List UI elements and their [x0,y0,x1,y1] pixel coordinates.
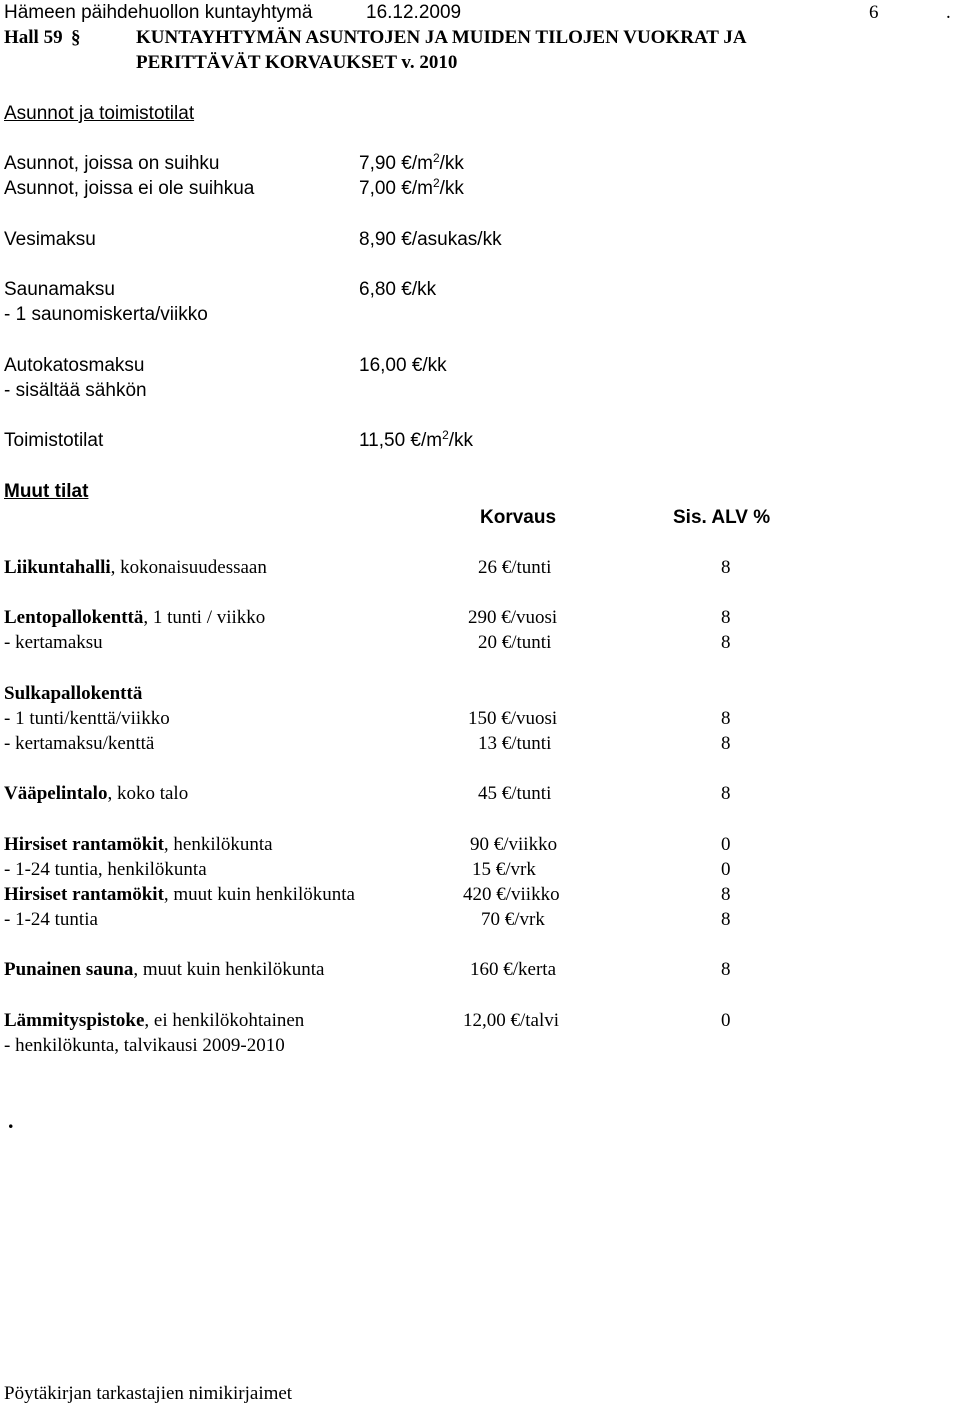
facility-name: - kertamaksu/kenttä [4,733,155,754]
facility-fee: 12,00 €/talvi [463,1010,560,1031]
facility-name: Punainen sauna, muut kuin henkilökunta [4,959,325,980]
facility-name: Lentopallokenttä, 1 tunti / viikko [4,607,266,628]
facility-fee: 13 €/tunti [478,733,552,754]
facility-name: Lämmityspistoke, ei henkilökohtainen [4,1010,305,1031]
header-date: 16.12.2009 [366,2,462,23]
facility-fee: 15 €/vrk [472,859,536,880]
facility-name: Hirsiset rantamökit, muut kuin henkilökunta [4,884,355,905]
facility-vat: 8 [721,783,731,804]
facility-vat: 8 [721,909,731,930]
housing-row-value: 11,50 $€/m^2/kk$ [359,428,474,451]
housing-row-value: 6,80 €/kk [359,279,437,300]
facility-name: - kertamaksu [4,632,103,653]
facility-fee: 90 €/viikko [470,834,558,855]
document-title-line2: PERITTÄVÄT KORVAUKSET v. 2010 [136,52,458,73]
facility-fee: 45 €/tunti [478,783,552,804]
facility-vat: 8 [721,959,731,980]
facility-vat: 8 [721,708,731,729]
housing-row-sublabel: - 1 saunomiskerta/viikko [4,304,208,325]
housing-row-label: Vesimaksu [4,229,96,250]
header-page-number: 6 [869,2,879,23]
housing-row-value: 16,00 €/kk [359,355,447,376]
facility-vat: 0 [721,859,731,880]
document-title-line1: KUNTAYHTYMÄN ASUNTOJEN JA MUIDEN TILOJEN VUOKRAT JA [136,27,747,48]
facility-vat: 8 [721,884,731,905]
facility-fee: 290 €/vuosi [468,607,558,628]
facility-name: - 1-24 tuntia, henkilökunta [4,859,207,880]
facility-name: - 1 tunti/kenttä/viikko [4,708,170,729]
column-header-vat: Sis. ALV % [673,507,771,528]
housing-row-label: Asunnot, joissa on suihku [4,153,220,174]
housing-row-label: Autokatosmaksu [4,355,145,376]
housing-row-value: 7,90 $€/m^2/kk$ [359,151,464,174]
housing-row-value: 8,90 €/asukas/kk [359,229,502,250]
housing-heading: Asunnot ja toimistotilat [4,103,195,124]
facility-name: - henkilökunta, talvikausi 2009-2010 [4,1035,285,1056]
section-number: Hall 59 [4,27,63,48]
housing-row-label: Asunnot, joissa ei ole suihkua [4,178,255,199]
facility-vat: 8 [721,557,731,578]
stray-dot: . [8,1108,14,1133]
facility-name: Sulkapallokenttä [4,683,143,704]
facility-fee: 160 €/kerta [470,959,557,980]
housing-row-sublabel: - sisältää sähkön [4,380,147,401]
facility-vat: 0 [721,834,731,855]
facility-vat: 8 [721,632,731,653]
housing-row-label: Toimistotilat [4,430,104,451]
other-heading: Muut tilat [4,481,89,502]
header-page-dot: . [946,2,951,23]
facility-name: Hirsiset rantamökit, henkilökunta [4,834,273,855]
facility-fee: 150 €/vuosi [468,708,558,729]
section-mark: § [71,27,81,48]
housing-row-label: Saunamaksu [4,279,115,300]
facility-name: Vääpelintalo, koko talo [4,783,189,804]
housing-row-value: 7,00 $€/m^2/kk$ [359,176,464,199]
facility-fee: 70 €/vrk [481,909,545,930]
column-header-fee: Korvaus [480,507,557,528]
header-organization: Hämeen päihdehuollon kuntayhtymä [4,2,313,23]
footer-text: Pöytäkirjan tarkastajien nimikirjaimet [4,1383,293,1404]
facility-name: Liikuntahalli, kokonaisuudessaan [4,557,267,578]
facility-fee: 20 €/tunti [478,632,552,653]
facility-vat: 0 [721,1010,731,1031]
facility-fee: 26 €/tunti [478,557,552,578]
facility-name: - 1-24 tuntia [4,909,98,930]
facility-fee: 420 €/viikko [463,884,560,905]
facility-vat: 8 [721,733,731,754]
facility-vat: 8 [721,607,731,628]
